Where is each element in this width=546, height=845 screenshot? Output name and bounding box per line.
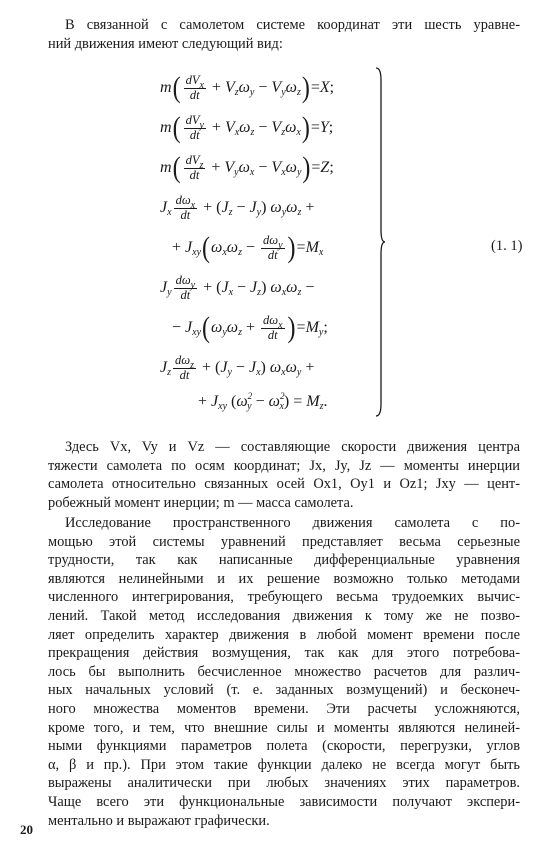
equation-force-y: m ( $\frac{dV_y}{dt}$ + V x ω z − V z ω x ) = Y ; [160, 111, 334, 145]
equation-number: (1. 1) [491, 238, 523, 254]
rhs-y: Y [319, 119, 329, 136]
text-line: кроме того, и тем, что внешние силы и моменты являются нелиней- [48, 719, 520, 736]
equation-moment-x-part1: J x $\frac{d\omega_x}{dt}$ + ( J z − J y ) ω y ω z + [160, 193, 315, 222]
text-line: являются нелинейными и их решение возможно только методами [48, 570, 520, 587]
text-line: трудности, так как написанные дифференциальные уравнения [48, 552, 520, 569]
text-line: прекращения действия возмущения, так как для этого потребова- [48, 645, 520, 662]
equation-moment-x-part2: + J xy ( ω x ω z − $\frac{d\omega_y}{dt}$ ) = M x [172, 231, 324, 265]
text-line: Здесь Vx, Vy и Vz — составляющие скорости движения центра [65, 439, 520, 455]
text-line: численного интегрирования, требующего весьма трудоемких вычис- [48, 589, 520, 606]
equation-system [0, 62, 546, 422]
variables-paragraph [48, 438, 520, 512]
equation-force-x: m ( $\frac{dV_x}{dt}$ + V z ω y − V y ω z ) = X ; [160, 71, 335, 105]
text-line: тяжести самолета по осям координат; Jx, Jy, Jz — моменты инерции [48, 457, 520, 474]
equation-moment-y-part2: − J xy ( ω y ω z + $\frac{d\omega_x}{dt}$ ) = M y ; [172, 311, 328, 345]
text-line: ных начальных условий (т. е. заданных возмущений) и бесконеч- [48, 682, 520, 699]
text-line: ного множества моментов времени. Эти расчеты усложняются, [48, 700, 520, 717]
page-number: 20 [20, 822, 33, 837]
rhs-x: X [319, 79, 330, 96]
rhs-my: M [305, 319, 319, 336]
rhs-mz: M [306, 393, 320, 410]
intro-paragraph [48, 16, 520, 53]
text-line: робежный момент инерции; m — масса самолета. [48, 494, 354, 511]
text-line: В связанной с самолетом системе координат эти шесть уравне- [65, 17, 520, 33]
text-line: ний движения имеют следующий вид: [48, 35, 283, 52]
text-line: ментально и выражают графически. [48, 812, 270, 829]
research-paragraph [48, 514, 520, 830]
text-line: самолета относительно связанных осей Ox1, Oy1 и Oz1; Jxy — цент- [48, 476, 520, 493]
rhs-z: Z [320, 159, 330, 176]
rhs-mx: M [305, 239, 319, 256]
text-line: лений. Такой метод исследования движения к тому же не позво- [48, 607, 520, 624]
right-brace [374, 66, 386, 418]
equation-moment-y-part1: J y $\frac{d\omega_y}{dt}$ + ( J x − J z ) ω x ω z − [160, 273, 315, 302]
text-line: ными функциями параметров полета (скорости, перегрузки, углов [48, 738, 520, 755]
text-line: ляет определить характер движения в любой момент времени после [48, 626, 520, 643]
text-line: α, β и пр.). При этом такие функции далеко не всегда могут быть [48, 756, 520, 773]
equation-moment-z-part2: + J xy ( ω 2 y − ω 2 x ) = M z . [198, 391, 328, 412]
text-line: лось бы выполнить бесчисленное множество расчетов для различ- [48, 663, 520, 680]
text-line: Чаще всего эти функциональные зависимости получают экспери- [48, 793, 520, 810]
text-line: Исследование пространственного движения самолета с по- [65, 515, 520, 531]
equation-moment-z-part1: J z $\frac{d\omega_z}{dt}$ + ( J y − J x ) ω x ω y + [160, 353, 315, 382]
text-line: мощью этой системы уравнений представляет весьма серьезные [48, 533, 520, 550]
equation-force-z: m ( $\frac{dV_z}{dt}$ + V y ω x − V x ω y ) = Z ; [160, 151, 334, 185]
text-line: выражены аналитически при любых значениях этих параметров. [48, 775, 520, 792]
